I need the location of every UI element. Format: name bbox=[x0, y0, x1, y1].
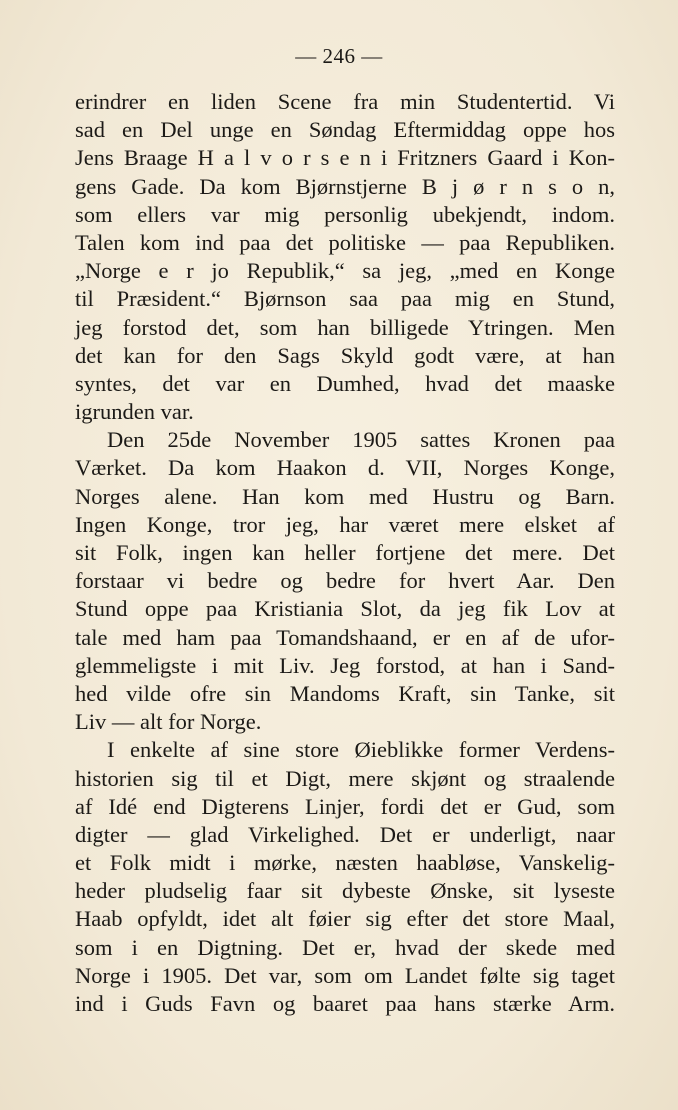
text-line: Liv — alt for Norge. bbox=[75, 709, 262, 735]
text-line: ind i Guds Favn og baaret paa hans stærke Arm. bbox=[75, 991, 615, 1016]
text-line: erindrer en liden Scene fra min Studentertid. Vi bbox=[75, 89, 615, 114]
text-line: jeg forstod det, som han billigede Ytringen. Men bbox=[75, 314, 615, 340]
body-text bbox=[75, 88, 615, 1018]
text-line: glemmeligste i mit Liv. Jeg forstod, at han i Sand- bbox=[75, 652, 615, 678]
text-line: gens Gade. Da kom Bjørnstjerne B j ø r n s o n, bbox=[75, 173, 615, 199]
page-number: — 246 — bbox=[295, 44, 383, 68]
text-line: som i en Digtning. Det er, hvad der skede med bbox=[75, 934, 615, 960]
text-line: tale med ham paa Tomandshaand, er en af de ufor- bbox=[75, 624, 615, 650]
text-line: sad en Del unge en Søndag Eftermiddag oppe hos bbox=[75, 117, 615, 143]
text-line: Norges alene. Han kom med Hustru og Barn. bbox=[75, 483, 615, 509]
text-line: igrunden var. bbox=[75, 399, 194, 425]
text-line: det kan for den Sags Skyld godt være, at han bbox=[75, 342, 615, 368]
text-line: digter — glad Virkelighed. Det er underligt, naar bbox=[75, 821, 615, 847]
text-line: et Folk midt i mørke, næsten haabløse, Vanskelig- bbox=[75, 850, 615, 876]
text-line: Ingen Konge, tror jeg, har været mere elsket af bbox=[75, 511, 615, 537]
text-line: Haab opfyldt, idet alt føier sig efter det store Maal, bbox=[75, 906, 615, 932]
text-line: syntes, det var en Dumhed, hvad det maaske bbox=[75, 370, 615, 396]
text-line: heder pludselig faar sit dybeste Ønske, sit lyseste bbox=[75, 878, 615, 904]
text-line: Talen kom ind paa det politiske — paa Republiken. bbox=[75, 229, 615, 255]
text-line: Jens Braage H a l v o r s e n i Fritzners Gaard i Kon- bbox=[75, 145, 615, 171]
text-line: som ellers var mig personlig ubekjendt, indom. bbox=[75, 201, 615, 227]
text-line: Stund oppe paa Kristiania Slot, da jeg fik Lov at bbox=[75, 596, 615, 622]
text-line: Den 25de November 1905 sattes Kronen paa bbox=[107, 427, 615, 453]
text-line: „Norge e r jo Republik,“ sa jeg, „med en Konge bbox=[75, 258, 615, 284]
text-line: forstaar vi bedre og bedre for hvert Aar. Den bbox=[75, 568, 615, 594]
text-line: sit Folk, ingen kan heller fortjene det mere. Det bbox=[75, 540, 615, 565]
text-line: hed vilde ofre sin Mandoms Kraft, sin Tanke, sit bbox=[75, 680, 615, 706]
text-line: af Idé end Digterens Linjer, fordi det er Gud, som bbox=[75, 793, 615, 819]
text-line: I enkelte af sine store Øieblikke former Verdens- bbox=[107, 737, 615, 763]
text-line: til Præsident.“ Bjørnson saa paa mig en Stund, bbox=[75, 286, 615, 312]
text-line: Værket. Da kom Haakon d. VII, Norges Konge, bbox=[75, 455, 615, 481]
text-line: historien sig til et Digt, mere skjønt og straalende bbox=[75, 765, 615, 791]
text-line: Norge i 1905. Det var, som om Landet følte sig taget bbox=[75, 962, 615, 988]
